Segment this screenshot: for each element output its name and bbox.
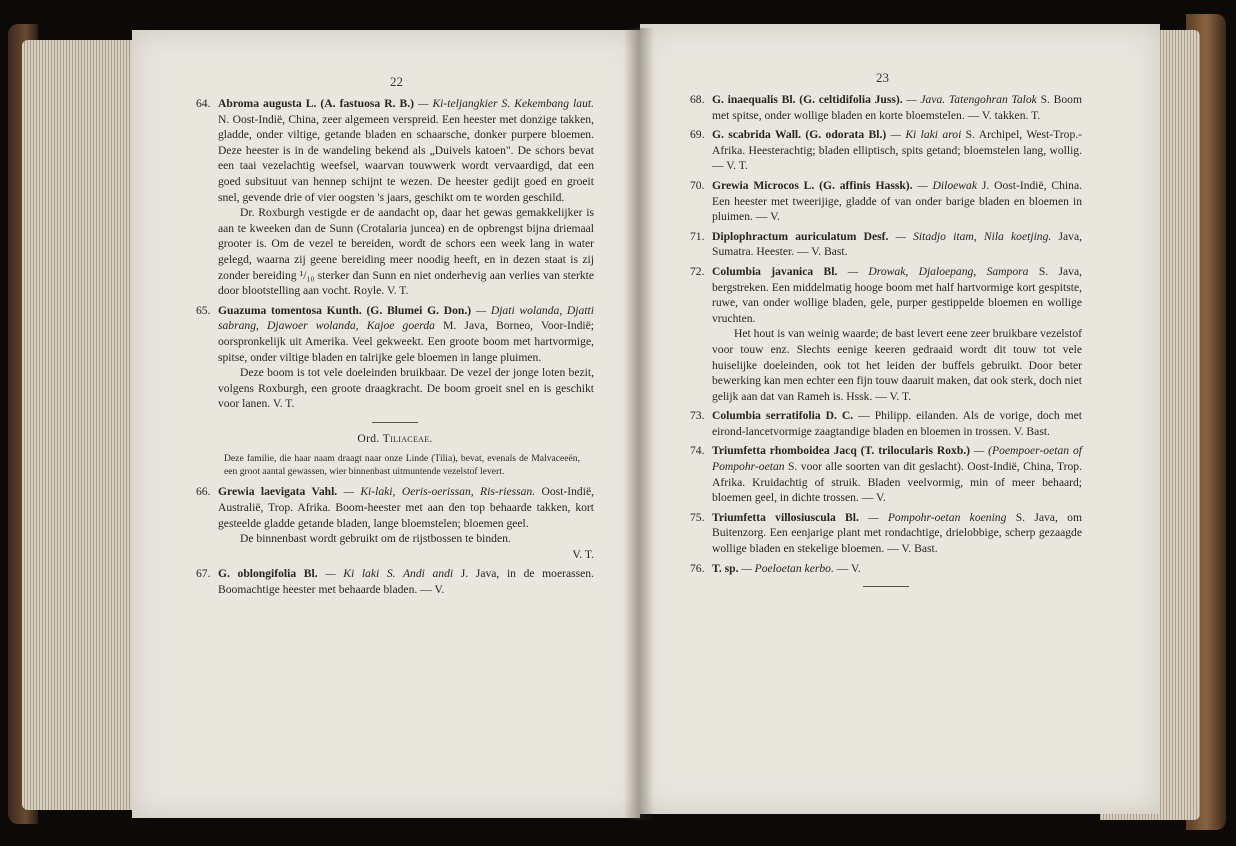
- entry-local-names: — Ki-laki, Oeris-oerissan, Ris-riessan.: [343, 485, 536, 499]
- entry-description: S. Java, om Buitenzorg. Een eenjarige plant met rondachtige, drielobbige, scherp gezaagde wollige bladen en stekelige bloemen. — V. Bast.: [712, 510, 1082, 556]
- page-number-right: 23: [876, 70, 889, 85]
- entry-66: 66. Grewia laevigata Vahl. — Ki-laki, Oeris-oerissan, Ris-riessan. Oost-Indië, Australië, Trop. Afrika. Boom-heester met aan den top behaarde takken, kort gesteelde gladde getande bladen, lange bloemstelen; bloemen geel. De binnenbast wordt gebruikt om de rijstbossen te binden. V. T.: [196, 485, 594, 561]
- entry-description: S. Boom met spitse, onder wollige bladen en korte bloemstelen. — V. takken. T.: [712, 93, 1082, 122]
- entry-lemma: Triumfetta villosiuscula Bl.: [712, 510, 859, 524]
- entry-local-names: — Ki-teljangkier S. Kekembang laut.: [418, 97, 594, 110]
- entry-lemma: Triumfetta rhomboidea Jacq (T. trilocularis Roxb.): [712, 444, 971, 458]
- entry-lemma: T. sp.: [712, 561, 739, 575]
- entry-local-names: — Ki laki S. Andi andi: [325, 567, 454, 581]
- order-note: Deze familie, die haar naam draagt naar onze Linde (Tilia), bevat, evenals de Malvaceeën, een groot aantal gewassen, wier binnenbast uitmuntende vezelstof levert.: [224, 453, 580, 478]
- entry-70: 70. Grewia Microcos L. (G. affinis Hassk). — Diloewak J. Oost-Indië, China. Een heester met tweerijige, gladde of van onder barige bladen en bloemen in pluimen. — V.: [690, 178, 1083, 224]
- entry-75: 75. Triumfetta villosiuscula Bl. — Pompohr-oetan koening S. Java, om Buitenzorg. Een eenjarige plant met rondachtige, drielobbige, scherp gezaagde wollige bladen en stekelige bloemen. — V. Bast.: [690, 510, 1082, 556]
- entry-lemma: Grewia laevigata Vahl.: [218, 485, 338, 499]
- entry-65: 65. Guazuma tomentosa Kunth. (G. Blumei G. Don.) — Djati wolanda, Djatti sabrang, Djawoer wolanda, Kajoe goerda M. Java, Borneo, Voor-Indië; oorspronkelijk uit Amerika. Veel gekweekt. Een groote boom met hartvormige, spitse, onder viltige bladen en talrijke gele bloemen in lange pluimen. Deze boom is tot vele doeleinden bruikbaar. De vezel der jonge loten bezit, volgens Roxburgh, een groote draagkracht. De boom groeit snel en is geschikt voor lanen. V. T.: [196, 303, 595, 411]
- book-gutter: [624, 28, 654, 820]
- entry-local-names: — Ki laki aroi: [890, 128, 962, 142]
- entry-local-names: — Sitadjo itam, Nila koetjing.: [895, 229, 1052, 243]
- right-page-text: [690, 92, 1082, 595]
- entry-description: M. Java, Borneo, Voor-Indië; oorspronkelijk uit Amerika. Veel gekweekt. Een groote boom met hartvormige, spitse, onder viltige bladen en talrijke gele bloemen in lange pluimen.: [218, 319, 595, 364]
- left-page-text: [196, 96, 594, 602]
- entry-paragraph: De binnenbast wordt gebruikt om de rijstbossen te binden.: [240, 532, 511, 546]
- entry-lemma: Abroma augusta L. (A. fastuosa R. B.): [218, 97, 415, 110]
- entry-lemma: G. oblongifolia Bl.: [218, 567, 318, 581]
- entry-local-names: — Drowak, Djaloepang, Sampora: [847, 264, 1029, 278]
- entry-64: 64. Abroma augusta L. (A. fastuosa R. B.) — Ki-teljangkier S. Kekembang laut. N. Oost-Indië, China, zeer algemeen verspreid. Een heester met donzige takken, gladde, onder viltige, getande bladen en schaarsche, donker purpere bloemen. Deze heester is in de wandeling bekend als „Duivels katoen". De schors bevat een taai vezelachtig weefsel, waarvan touwwerk wordt vervaardigd, dat een goed subsituut van hennep schijnt te wezen. De heester gedijt goed en groeit snel, gevende drie of vier oogsten 's jaars, geschikt om te worden geschild. Dr. Roxburgh vestigde er de aandacht op, daar het gewas gemakkelijker is aan te kweeken dan de Sunn (Crotalaria juncea) en de opbrengst bijna driemaal grooter is. Om de vezel te bereiden, wordt de schors een week lang in water gelegd, waarna zij geene bereiding meer noodig heeft, en in dezen staat is zij zonder bereiding ¹/₁₀ sterker dan Sunn en niet onderhevig aan verlies van sterkte door blootstelling aan vocht. Royle. V. T.: [196, 97, 594, 298]
- entry-paragraph: Deze boom is tot vele doeleinden bruikbaar. De vezel der jonge loten bezit, volgens Roxburgh, een groote draagkracht. De boom groeit snel en is geschikt voor lanen. V. T.: [218, 366, 594, 411]
- entry-description: S. Java, bergstreken. Een middelmatig hooge boom met half hartvormige kort gespitste, ruwe, van onder wollige bladen, gele, purper gestippelde bloemen en wollige vruchten.: [712, 264, 1083, 325]
- page-number-left: 22: [390, 74, 403, 89]
- entry-description: — V.: [836, 561, 861, 575]
- entry-lemma: Grewia Microcos L. (G. affinis Hassk).: [712, 178, 913, 192]
- entry-lemma: Columbia javanica Bl.: [712, 264, 838, 278]
- entry-description: — Philipp. eilanden. Als de vorige, doch met eirond-lancetvormige zaagtandige bladen en bloemen in trossen. V. Bast.: [712, 409, 1082, 438]
- entry-paragraph: Dr. Roxburgh vestigde er de aandacht op, daar het gewas gemakkelijker is aan te kweeken dan de Sunn (Crotalaria juncea) en de opbrengst bijna driemaal grooter is. Om de vezel te bereiden, wordt de schors een week lang in water gelegd, waarna zij geene bereiding meer noodig heeft, en in dezen staat is zij zonder bereiding ¹/₁₀ sterker dan Sunn en niet onderhevig aan verlies van sterkte door blootstelling aan vocht. Royle. V. T.: [218, 206, 594, 298]
- entry-local-names: — (Poempoer-oetan of Pompohr-oetan: [712, 444, 1082, 474]
- entry-description: S. Archipel, West-Trop.-Afrika. Heesterachtig; bladen elliptisch, spits getand; bloemstelen lang, wollig. — V. T.: [712, 128, 1082, 173]
- entry-74: 74. Triumfetta rhomboidea Jacq (T. trilocularis Roxb.) — (Poempoer-oetan of Pompohr-oetan S. voor alle soorten van dit geslacht). Oost-Indië, China, Trop. Afrika. Kruidachtig of struik. Bladen veelvormig, min of meer behaard; bloemen geel, in dichte trossen. — V.: [690, 444, 1082, 505]
- entry-local-names: — Java. Tatengohran Talok: [906, 93, 1037, 106]
- entry-lemma: Diplophractum auriculatum Desf.: [712, 229, 889, 243]
- entry-73: 73. Columbia serratifolia D. C. — Philipp. eilanden. Als de vorige, doch met eirond-lancetvormige zaagtandige bladen en bloemen in trossen. V. Bast.: [690, 409, 1082, 438]
- entry-tag: V. T.: [572, 547, 594, 561]
- entry-76: 76. T. sp. — Poeloetan kerbo. — V.: [690, 561, 861, 575]
- entry-local-names: — Djati wolanda, Djatti sabrang, Djawoer wolanda, Kajoe goerda: [218, 303, 594, 333]
- entry-68: 68. G. inaequalis Bl. (G. celtidifolia Juss). — Java. Tatengohran Talok S. Boom met spitse, onder wollige bladen en korte bloemstelen. — V. takken. T.: [690, 93, 1082, 122]
- entry-69: 69. G. scabrida Wall. (G. odorata Bl.) — Ki laki aroi S. Archipel, West-Trop.-Afrika. Heesterachtig; bladen elliptisch, spits getand; bloemstelen lang, wollig. — V. T.: [690, 128, 1082, 173]
- entry-description: N. Oost-Indië, China, zeer algemeen verspreid. Een heester met donzige takken, gladde, onder viltige, getande bladen en schaarsche, donker purpere bloemen. Deze heester is in de wandeling bekend als „Duivels katoen". De schors bevat een taai vezelachtig weefsel, waarvan touwwerk wordt vervaardigd, dat een goed subsituut van hennep schijnt te wezen. De heester gedijt goed en groeit snel, gevende drie of vier oogsten 's jaars, geschikt om te worden geschild.: [218, 112, 594, 204]
- entry-description: Oost-Indië, Australië, Trop. Afrika. Boom-heester met aan den top behaarde takken, kort gesteelde gladde getande bladen, lange bloemstelen; bloemen geel.: [218, 485, 594, 530]
- entry-lemma: G. inaequalis Bl. (G. celtidifolia Juss).: [712, 93, 903, 106]
- entry-description: J. Java, in de moerassen. Boomachtige heester met behaarde bladen. — V.: [218, 567, 594, 597]
- entry-local-names: — Poeloetan kerbo.: [741, 561, 834, 575]
- entry-lemma: Columbia serratifolia D. C.: [712, 409, 854, 423]
- order-heading: Ord. Tiliaceae.: [357, 431, 433, 445]
- entry-72: 72. Columbia javanica Bl. — Drowak, Djaloepang, Sampora S. Java, bergstreken. Een middelmatig hooge boom met half hartvormige kort gespitste, ruwe, van onder wollige bladen, gele, purper gestippelde bloemen en wollige vruchten. Het hout is van weinig waarde; de bast levert eene zeer bruikbare vezelstof voor touw enz. Slechts eenige keeren gedraaid wordt dit touw tot vele huiselijke doeleinden, ook tot het leiden der buffels gebruikt. Door beter bewerking kan men echter een fijn touw daaruit maken, dat ook sterk, doch niet gelijk aan dat van Rameh is. Hssk. — V. T.: [690, 264, 1083, 403]
- entry-description: Java, Sumatra. Heester. — V. Bast.: [712, 229, 1082, 259]
- entry-local-names: — Diloewak: [917, 178, 977, 192]
- section-divider: [863, 586, 909, 587]
- entry-67: 67. G. oblongifolia Bl. — Ki laki S. Andi andi J. Java, in de moerassen. Boomachtige heester met behaarde bladen. — V.: [196, 567, 594, 597]
- entry-description: J. Oost-Indië, China. Een heester met tweerijige, gladde of van onder barige bladen en bloemen in pluimen. — V.: [712, 178, 1083, 224]
- entry-paragraph: Het hout is van weinig waarde; de bast levert eene zeer bruikbare vezelstof voor touw enz. Slechts eenige keeren gedraaid wordt dit touw tot vele huiselijke doeleinden, ook tot het leiden der buffels gebruikt. Door beter bewerking kan men echter een fijn touw daaruit maken, dat ook sterk, doch niet gelijk aan dat van Rameh is. Hssk. — V. T.: [712, 327, 1082, 403]
- entry-description: S. voor alle soorten van dit geslacht). Oost-Indië, China, Trop. Afrika. Kruidachtig of struik. Bladen veelvormig, min of meer behaard; bloemen geel, in dichte trossen. — V.: [712, 460, 1082, 505]
- entry-lemma: G. scabrida Wall. (G. odorata Bl.): [712, 128, 887, 142]
- entry-lemma: Guazuma tomentosa Kunth. (G. Blumei G. Don.): [218, 303, 472, 317]
- page-edges-left: [22, 40, 134, 810]
- section-divider: [372, 422, 418, 423]
- entry-local-names: — Pompohr-oetan koening: [868, 510, 1007, 524]
- entry-71: 71. Diplophractum auriculatum Desf. — Sitadjo itam, Nila koetjing. Java, Sumatra. Heester. — V. Bast.: [690, 229, 1082, 259]
